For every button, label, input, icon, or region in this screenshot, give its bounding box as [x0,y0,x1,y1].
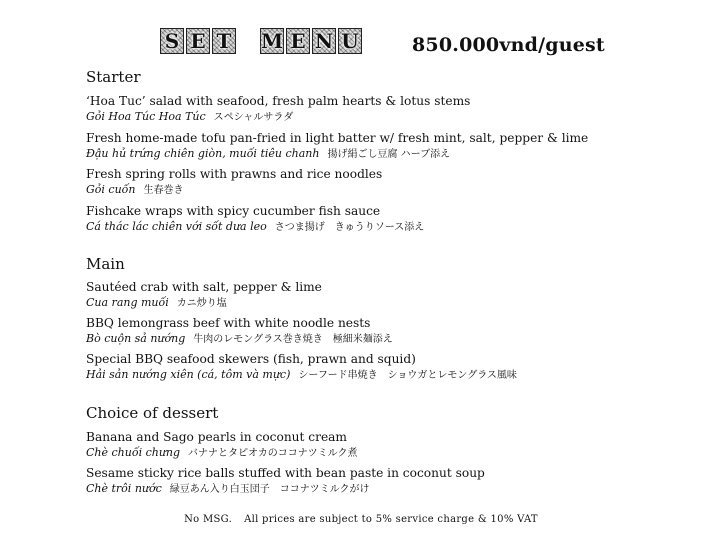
item-vietnamese: Đậu hủ trứng chiên giòn, muối tiêu chanh [86,147,320,160]
item-vietnamese: Cá thác lác chiên với sốt dưa leo [86,220,267,233]
menu-item [86,315,706,347]
menu-item [86,93,706,125]
item-english: Sesame sticky rice balls stuffed with bean paste in coconut soup [86,466,485,480]
item-english: Banana and Sago pearls in coconut cream [86,430,347,444]
item-english: Special BBQ seafood skewers (fish, prawn and squid) [86,352,416,366]
item-english: Fresh spring rolls with prawns and rice noodles [86,167,383,181]
item-translation [86,295,706,311]
title-letter: M [260,29,284,53]
title-word-set [160,28,236,54]
menu-item [86,166,706,198]
item-english: BBQ lemongrass beef with white noodle nests [86,316,371,330]
item-vietnamese: Chè trôi nước [86,482,162,495]
item-japanese: カニ炒り塩 [176,298,227,309]
item-vietnamese: Bò cuộn sả nướng [86,332,186,345]
item-translation [86,109,706,125]
item-vietnamese: Chè chuối chưng [86,446,181,459]
menu-item [86,351,706,383]
item-japanese: バナナとタピオカのココナツミルク煮 [188,448,358,459]
footer-note [0,514,722,525]
item-translation [86,146,706,162]
item-english: Fresh home-made tofu pan-fried in light batter w/ fresh mint, salt, pepper & lime [86,131,589,145]
item-translation [86,331,706,347]
item-english: ‘Hoa Tuc’ salad with seafood, fresh palm hearts & lotus stems [86,94,471,108]
menu-item [86,203,706,235]
title-letter: E [286,28,310,54]
menu-item [86,279,706,311]
title-letter: S [160,28,184,54]
title-letter: U [338,28,362,54]
item-japanese: スペシャルサラダ [213,112,294,123]
item-japanese: シーフード串焼き ショウガとレモングラス風味 [298,370,517,381]
item-translation [86,367,706,383]
title-word-menu [260,28,362,54]
title-letter: E [186,28,210,54]
menu-item [86,429,706,461]
item-japanese: 揚げ絹ごし豆腐 ハーブ添え [327,149,451,160]
item-japanese: 緑豆あん入り白玉団子 ココナツミルクがけ [169,484,370,495]
item-japanese: さつま揚げ きゅうりソース添え [274,222,425,233]
item-vietnamese: Gỏi cuốn [86,183,136,196]
price-per-guest: 850.000vnd/guest [412,34,605,56]
item-vietnamese: Cua rang muối [86,296,169,309]
menu-item [86,465,706,497]
menu-item [86,130,706,162]
item-translation [86,481,706,497]
item-japanese: 牛肉のレモングラス巻き焼き 極細米麺添え [193,334,393,345]
section-title-starter: Starter [86,68,141,86]
item-translation [86,182,706,198]
title-letter: T [212,28,236,54]
section-title-dessert: Choice of dessert [86,404,219,422]
set-menu-title [160,28,362,54]
item-japanese: 生春巻き [143,185,184,196]
item-vietnamese: Hải sản nướng xiên (cá, tôm và mực) [86,368,291,381]
item-vietnamese: Gỏi Hoa Túc Hoa Túc [86,110,206,123]
item-translation [86,219,706,235]
title-letter: N [312,28,336,54]
footer-no-msg: No MSG. [184,514,233,525]
item-english: Fishcake wraps with spicy cucumber fish sauce [86,204,381,218]
footer-service-charge: All prices are subject to 5% service charge & 10% VAT [244,514,538,525]
section-title-main: Main [86,255,125,273]
item-translation [86,445,706,461]
item-english: Sautéed crab with salt, pepper & lime [86,280,322,294]
